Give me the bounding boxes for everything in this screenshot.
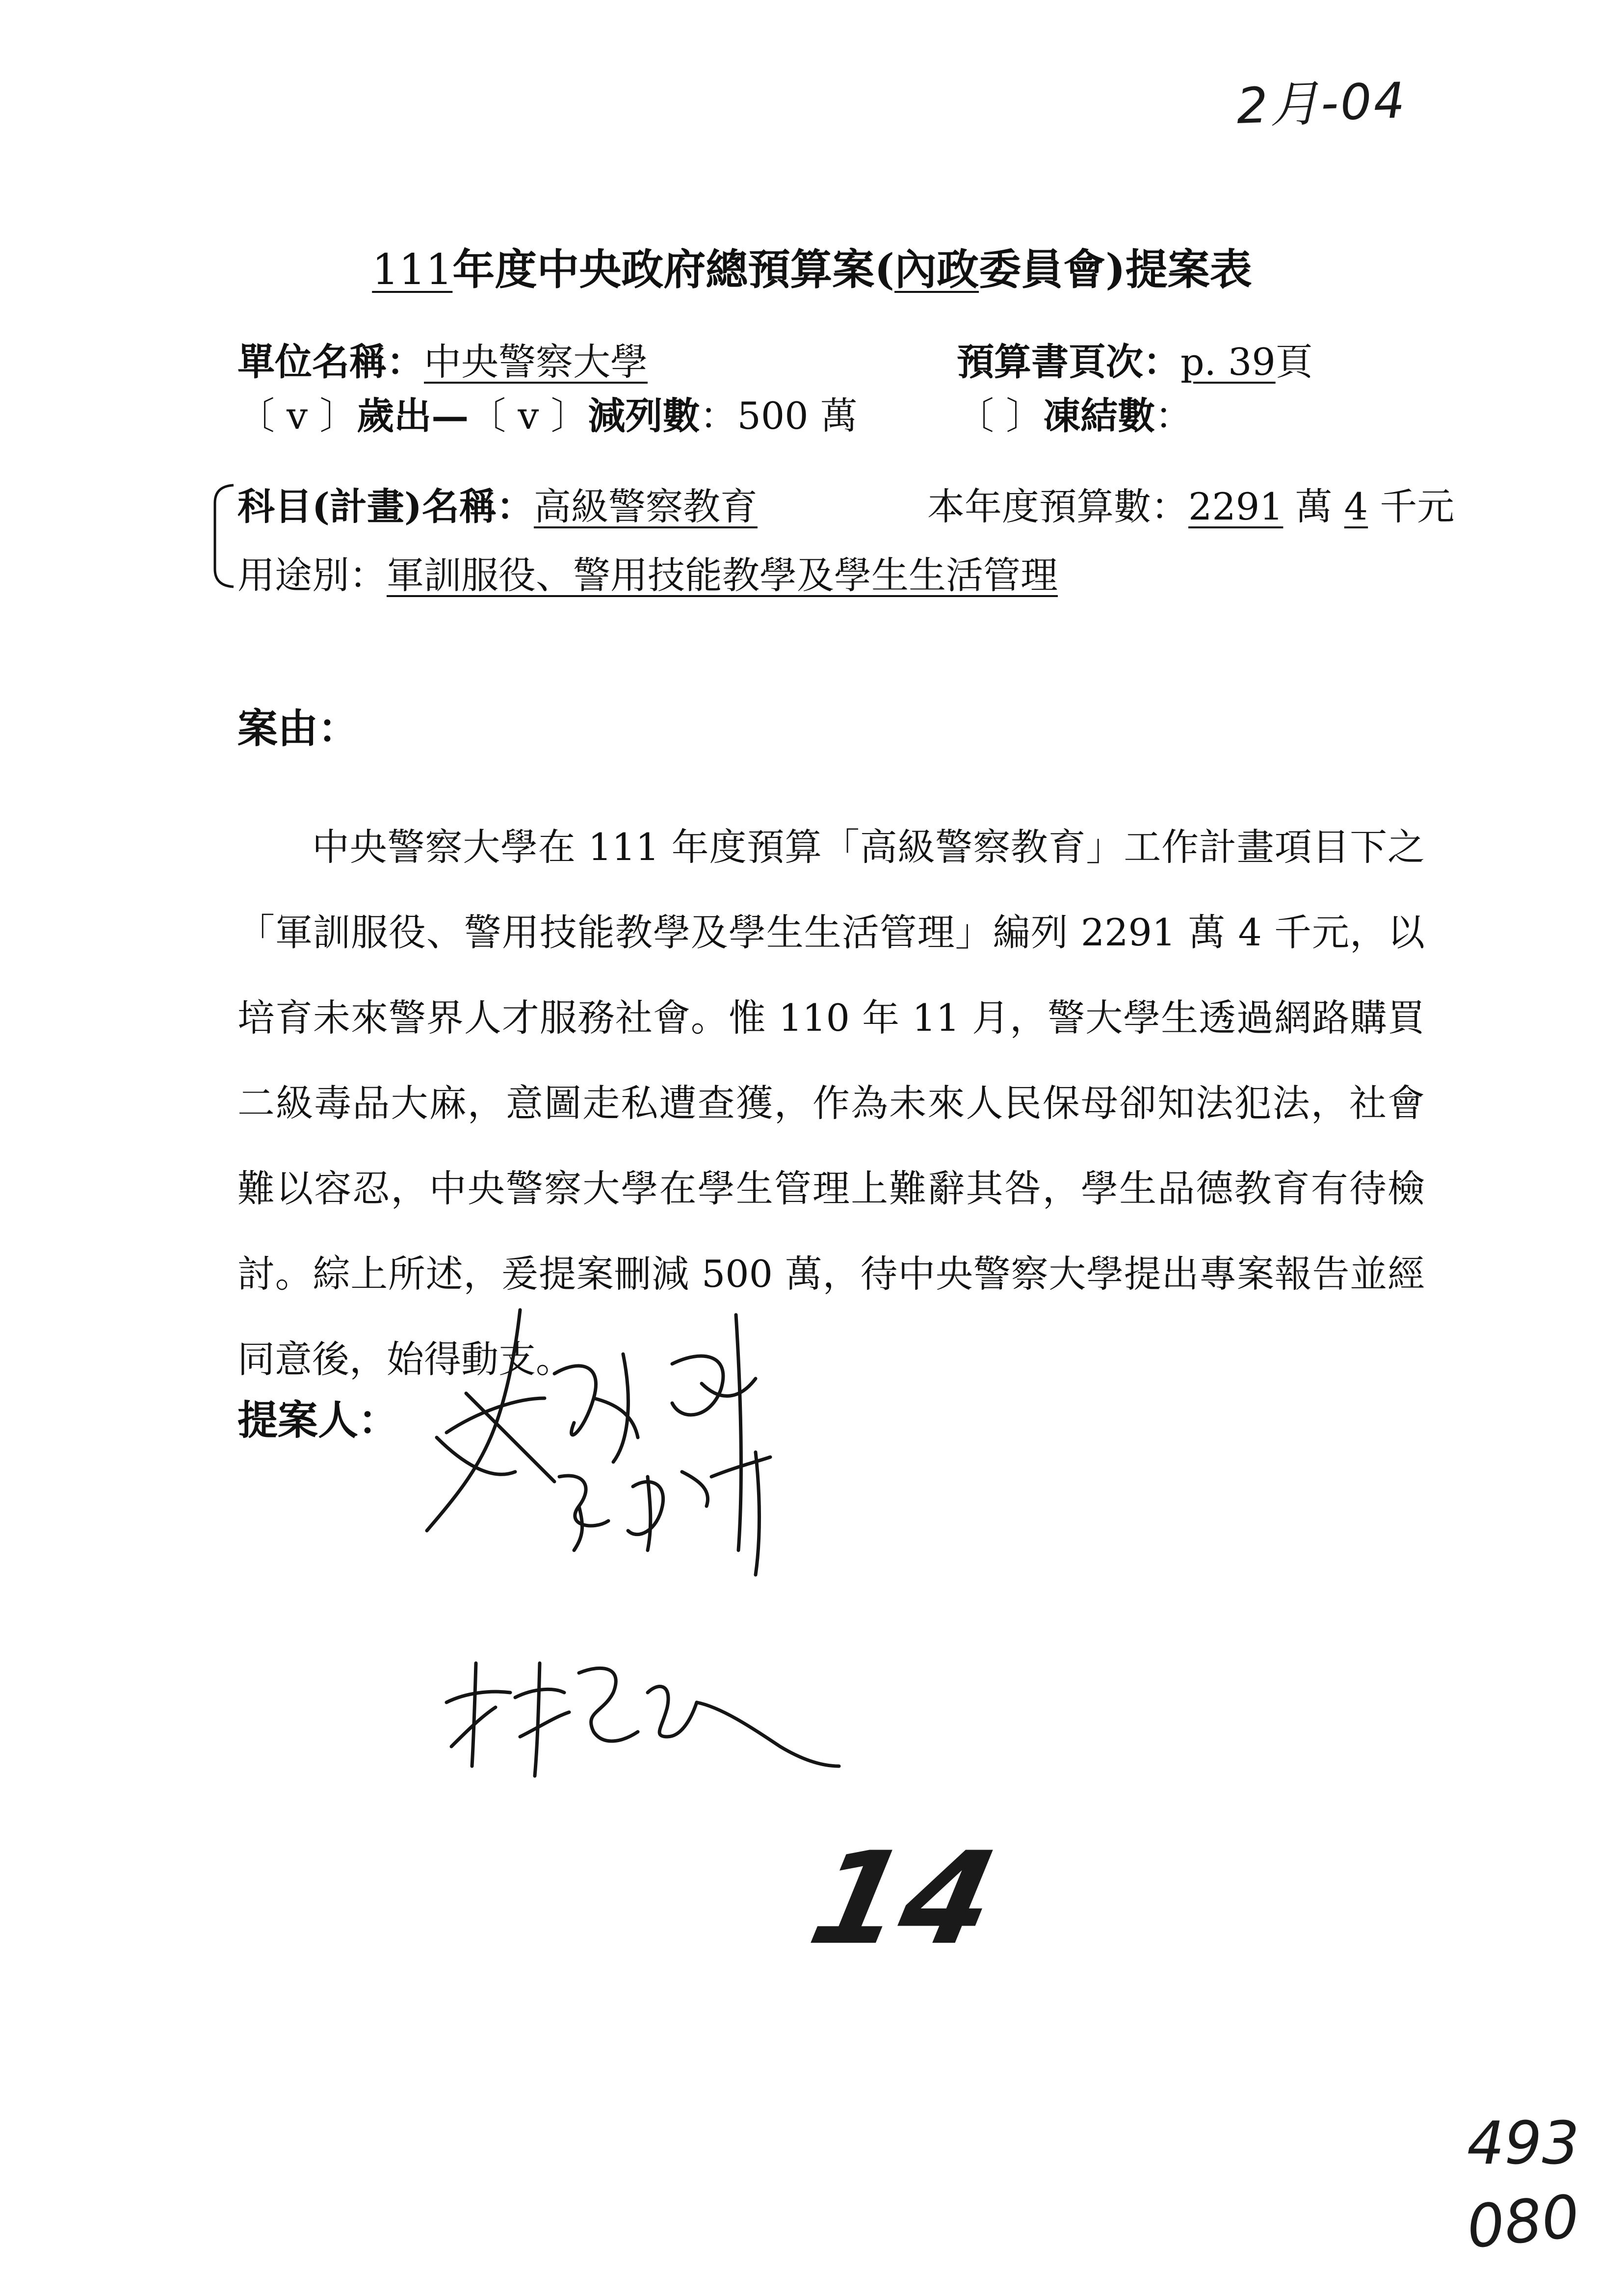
- proposer-heading: 提案人：: [237, 1397, 399, 1444]
- margin-number-top: 493: [1467, 2110, 1580, 2178]
- annual-budget-wan: 2291: [1188, 485, 1283, 528]
- budget-page-label: 預算書頁次：: [957, 340, 1180, 384]
- subject-label: 科目(計畫)名稱：: [237, 485, 534, 528]
- reduction-checkbox: 〔 v 〕: [469, 394, 588, 438]
- title-committee: 內政: [894, 245, 979, 294]
- signature-3: [446, 1663, 839, 1776]
- reason-text: 中央警察大學在 111 年度預算「高級警察教育」工作計畫項目下之「軍訓服役、警用技能教學及學生生活管理」編列 2291 萬 4 千元，以培育未來警界人才服務社會。惟 110 年 11 月，警大學生透過網路購買二級毒品大麻，意圖走私遭查獲，作為未來人民保母卻知法犯法，社會難以容忍，中央警察大學在學生管理上難辭其咎，學生品德教育有待檢討。綜上所述，爰提案刪減 500 萬，待中央警察大學提出專案報告並經同意後，始得動支。: [237, 825, 1425, 1381]
- purpose-value: 軍訓服役、警用技能教學及學生生活管理: [387, 553, 1058, 597]
- frozen-checkbox: 〔 〕: [957, 394, 1044, 438]
- title-end: 委員會)提案表: [979, 245, 1252, 294]
- reason-heading: 案由：: [237, 705, 359, 752]
- title-middle: 年度中央政府總預算案(: [452, 245, 895, 294]
- frozen-colon: ：: [1155, 394, 1193, 438]
- unit-value: 中央警察大學: [424, 340, 648, 384]
- expenditure-label: 歲出—: [357, 394, 469, 438]
- purpose-label: 用途別：: [237, 553, 387, 597]
- title-year: 111: [372, 245, 453, 294]
- purpose-row: [237, 553, 1058, 597]
- document-title: [0, 235, 1624, 296]
- budget-page-value: p. 39: [1180, 340, 1276, 384]
- budget-page-row: [957, 340, 1313, 384]
- annual-budget-row: [927, 485, 1455, 528]
- annual-budget-qian-unit: 千元: [1368, 485, 1455, 528]
- proposer-signatures: [417, 1276, 1006, 1864]
- signature-1: [427, 1310, 756, 1550]
- annual-budget-qian: 4: [1344, 485, 1368, 528]
- annual-budget-wan-unit: 萬: [1283, 485, 1344, 528]
- margin-number-bottom: 080: [1464, 2182, 1583, 2262]
- reduction-value: ：500 萬: [700, 394, 858, 438]
- page-number: 14: [798, 1825, 1008, 1973]
- subject-row: [237, 485, 758, 528]
- left-bracket: [211, 483, 235, 589]
- reduction-label: 減列數: [588, 394, 700, 438]
- subject-value: 高級警察教育: [533, 485, 758, 528]
- expenditure-row: [237, 394, 858, 438]
- frozen-row: [957, 394, 1193, 438]
- frozen-label: 凍結數: [1043, 394, 1155, 438]
- expenditure-checkbox: 〔 v 〕: [237, 394, 357, 438]
- annual-budget-label: 本年度預算數：: [927, 485, 1188, 528]
- budget-page-suffix: 頁: [1275, 340, 1313, 384]
- document-code: 2月-04: [1235, 71, 1408, 135]
- unit-row: [237, 340, 648, 384]
- unit-label: 單位名稱：: [237, 340, 424, 384]
